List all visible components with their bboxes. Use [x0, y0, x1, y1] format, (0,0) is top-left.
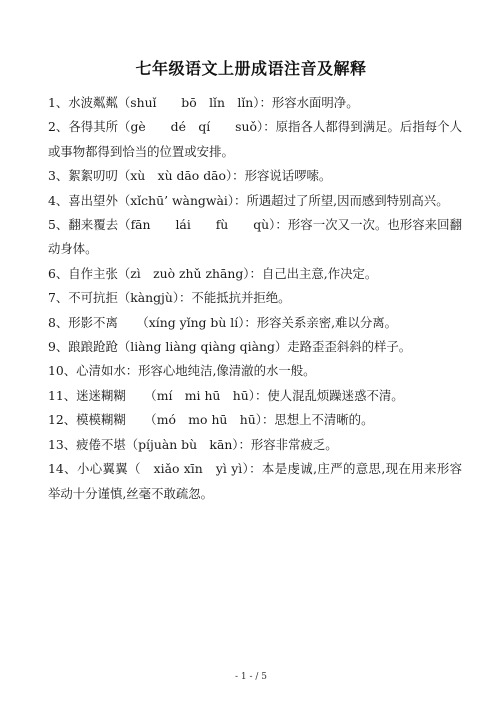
idiom-entry: 3、絮絮叨叨（xù xù dāo dāo）：形容说话啰嗦。 [48, 168, 332, 184]
idiom-entry: 13、疲倦不堪（píjuàn bù kān）：形容非常疲乏。 [48, 436, 338, 452]
idiom-entry: 1、水波粼粼（shuǐ bō lǐn lǐn）：形容水面明净。 [48, 95, 359, 110]
page-number: - 1 - / 5 [234, 672, 267, 682]
document-title: 七年级语文上册成语注音及解释 [135, 59, 367, 78]
idiom-entry: 5、翻来覆去（fān lái fù qù）：形容一次又一次。也形容来回翻动身体。 [48, 217, 462, 257]
idiom-entry: 10、心清如水：形容心地纯洁,像清澈的水一般。 [48, 363, 316, 379]
idiom-entry: 2、各得其所（gè dé qí suǒ）：原指各人都得到满足。后指每个人或事物都得到恰当的位置或安排。 [48, 119, 462, 159]
idiom-entry: 4、喜出望外（xǐchū’ wàngwài）：所遇超过了所望,因而感到特别高兴。 [48, 192, 449, 208]
idiom-entry: 8、形影不离 （xíng yǐng bù lí）：形容关系亲密,难以分离。 [48, 314, 398, 330]
idiom-list [48, 91, 462, 506]
idiom-entry: 14、小心翼翼（ xiǎo xīn yì yì）：本是虔诚,庄严的意思,现在用来形容举动十分谨慎,丝毫不敢疏忽。 [48, 461, 462, 501]
idiom-entry: 12、模模糊糊 （mó mo hū hū）：思想上不清晰的。 [48, 412, 374, 428]
idiom-entry: 9、踉踉跄跄（liàng liàng qiàng qiàng）走路歪歪斜斜的样子。 [48, 339, 412, 355]
idiom-entry: 7、不可抗拒（kàngjù）：不能抵抗并拒绝。 [48, 290, 291, 306]
idiom-entry: 11、迷迷糊糊 （mí mi hū hū）：使人混乱烦躁迷惑不清。 [48, 387, 404, 403]
idiom-entry: 6、自作主张（zì zuò zhǔ zhāng）：自己出主意,作决定。 [48, 265, 378, 281]
